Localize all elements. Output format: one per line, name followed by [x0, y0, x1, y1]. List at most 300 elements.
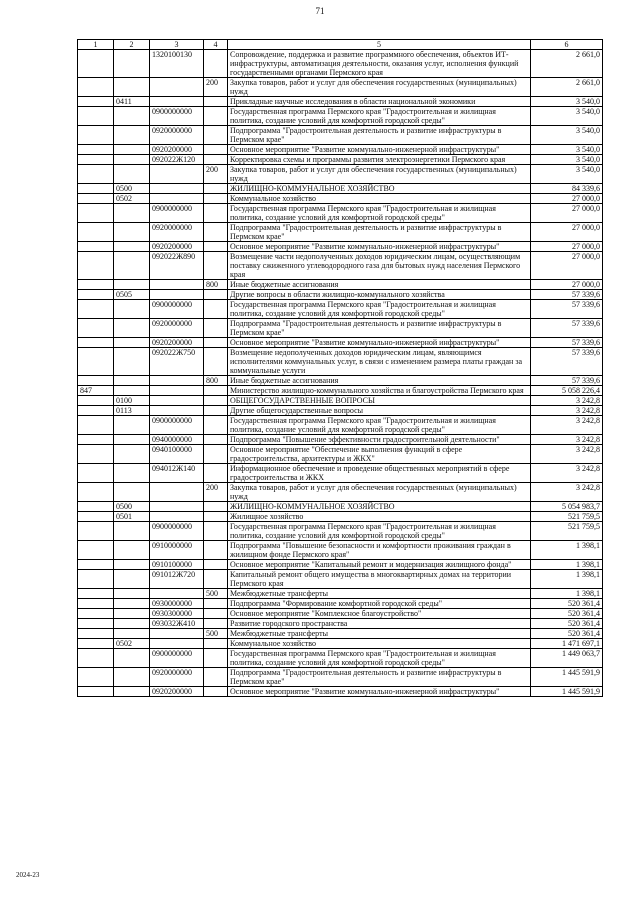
ministry-code-cell [78, 204, 114, 223]
table-row [78, 619, 603, 629]
amount-cell: 84 339,6 [531, 184, 603, 194]
amount-cell: 1 398,1 [531, 541, 603, 560]
ministry-code-cell [78, 338, 114, 348]
target-article-cell: 0900000000 [150, 107, 204, 126]
ministry-code-cell [78, 668, 114, 687]
amount-cell: 3 242,8 [531, 435, 603, 445]
target-article-cell [150, 376, 204, 386]
section-code-cell [114, 300, 150, 319]
table-row [78, 107, 603, 126]
amount-cell: 57 339,6 [531, 348, 603, 376]
amount-cell: 520 361,4 [531, 619, 603, 629]
table-row [78, 435, 603, 445]
description-cell: Коммунальное хозяйство [228, 639, 531, 649]
target-article-cell: 0930000000 [150, 599, 204, 609]
expense-type-cell [204, 502, 228, 512]
expense-type-cell: 800 [204, 376, 228, 386]
target-article-cell: 093032Ж410 [150, 619, 204, 629]
expense-type-cell [204, 145, 228, 155]
amount-cell: 3 242,8 [531, 483, 603, 502]
section-code-cell [114, 165, 150, 184]
table-row [78, 483, 603, 502]
header-col-3: 3 [150, 40, 204, 50]
section-code-cell [114, 155, 150, 165]
amount-cell: 1 471 697,1 [531, 639, 603, 649]
amount-cell: 3 540,0 [531, 97, 603, 107]
header-col-4: 4 [204, 40, 228, 50]
table-row [78, 242, 603, 252]
expense-type-cell: 500 [204, 629, 228, 639]
section-code-cell [114, 483, 150, 502]
target-article-cell: 0900000000 [150, 649, 204, 668]
expense-type-cell [204, 522, 228, 541]
expense-type-cell [204, 290, 228, 300]
ministry-code-cell [78, 290, 114, 300]
ministry-code-cell [78, 483, 114, 502]
section-code-cell [114, 522, 150, 541]
expense-type-cell [204, 386, 228, 396]
target-article-cell [150, 290, 204, 300]
ministry-code-cell [78, 512, 114, 522]
budget-table [77, 39, 603, 697]
section-code-cell [114, 223, 150, 242]
expense-type-cell [204, 570, 228, 589]
page-number: 71 [315, 6, 325, 16]
expense-type-cell [204, 512, 228, 522]
table-row [78, 668, 603, 687]
section-code-cell: 0501 [114, 512, 150, 522]
amount-cell: 2 661,0 [531, 78, 603, 97]
description-cell: Межбюджетные трансферты [228, 629, 531, 639]
amount-cell: 3 242,8 [531, 416, 603, 435]
ministry-code-cell [78, 155, 114, 165]
table-row [78, 223, 603, 242]
section-code-cell: 0100 [114, 396, 150, 406]
target-article-cell: 0900000000 [150, 522, 204, 541]
description-cell: Подпрограмма "Градостроительная деятельность и развитие инфраструктуры в Пермском крае" [228, 126, 531, 145]
amount-cell: 1 398,1 [531, 589, 603, 599]
ministry-code-cell [78, 502, 114, 512]
amount-cell: 520 361,4 [531, 629, 603, 639]
expense-type-cell [204, 396, 228, 406]
description-cell: Корректировка схемы и программы развития электроэнергетики Пермского края [228, 155, 531, 165]
amount-cell: 27 000,0 [531, 223, 603, 242]
header-col-6: 6 [531, 40, 603, 50]
description-cell: Подпрограмма "Градостроительная деятельность и развитие инфраструктуры в Пермском крае" [228, 223, 531, 242]
description-cell: Закупка товаров, работ и услуг для обеспечения государственных (муниципальных) нужд [228, 78, 531, 97]
section-code-cell [114, 609, 150, 619]
table-row [78, 252, 603, 280]
table-row [78, 599, 603, 609]
table-row [78, 348, 603, 376]
amount-cell: 5 058 226,4 [531, 386, 603, 396]
ministry-code-cell [78, 78, 114, 97]
ministry-code-cell [78, 280, 114, 290]
section-code-cell [114, 242, 150, 252]
table-row [78, 639, 603, 649]
section-code-cell [114, 464, 150, 483]
target-article-cell: 0920000000 [150, 668, 204, 687]
section-code-cell [114, 348, 150, 376]
target-article-cell [150, 280, 204, 290]
description-cell: Жилищное хозяйство [228, 512, 531, 522]
description-cell: Подпрограмма "Повышение безопасности и комфортности проживания граждан в жилищном фонде Пермского края" [228, 541, 531, 560]
section-code-cell [114, 376, 150, 386]
table-row [78, 522, 603, 541]
amount-cell: 5 054 983,7 [531, 502, 603, 512]
table-row [78, 445, 603, 464]
target-article-cell [150, 502, 204, 512]
amount-cell: 1 445 591,9 [531, 668, 603, 687]
target-article-cell [150, 386, 204, 396]
ministry-code-cell [78, 126, 114, 145]
ministry-code-cell [78, 687, 114, 697]
section-code-cell: 0505 [114, 290, 150, 300]
table-row [78, 541, 603, 560]
expense-type-cell [204, 599, 228, 609]
amount-cell: 1 398,1 [531, 560, 603, 570]
section-code-cell [114, 338, 150, 348]
expense-type-cell: 500 [204, 589, 228, 599]
description-cell: Основное мероприятие "Развитие коммунально-инженерной инфраструктуры" [228, 338, 531, 348]
section-code-cell [114, 589, 150, 599]
table-row [78, 406, 603, 416]
table-row [78, 204, 603, 223]
amount-cell: 2 661,0 [531, 50, 603, 78]
table-row [78, 338, 603, 348]
target-article-cell [150, 639, 204, 649]
section-code-cell [114, 252, 150, 280]
expense-type-cell: 200 [204, 165, 228, 184]
description-cell: Основное мероприятие "Развитие коммунально-инженерной инфраструктуры" [228, 145, 531, 155]
target-article-cell [150, 184, 204, 194]
amount-cell: 521 759,5 [531, 522, 603, 541]
expense-type-cell [204, 649, 228, 668]
ministry-code-cell [78, 639, 114, 649]
amount-cell: 3 242,8 [531, 396, 603, 406]
description-cell: Коммунальное хозяйство [228, 194, 531, 204]
section-code-cell [114, 687, 150, 697]
expense-type-cell [204, 194, 228, 204]
target-article-cell: 094012Ж140 [150, 464, 204, 483]
expense-type-cell [204, 184, 228, 194]
expense-type-cell [204, 97, 228, 107]
section-code-cell: 0500 [114, 184, 150, 194]
target-article-cell [150, 629, 204, 639]
section-code-cell [114, 126, 150, 145]
expense-type-cell [204, 242, 228, 252]
table-row [78, 512, 603, 522]
table-row [78, 126, 603, 145]
section-code-cell [114, 541, 150, 560]
ministry-code-cell [78, 416, 114, 435]
expense-type-cell [204, 445, 228, 464]
description-cell: Другие вопросы в области жилищно-коммунального хозяйства [228, 290, 531, 300]
target-article-cell: 0900000000 [150, 204, 204, 223]
table-row [78, 376, 603, 386]
table-row [78, 560, 603, 570]
expense-type-cell [204, 560, 228, 570]
target-article-cell: 092022Ж120 [150, 155, 204, 165]
section-code-cell [114, 50, 150, 78]
table-row [78, 155, 603, 165]
description-cell: Прикладные научные исследования в области национальной экономики [228, 97, 531, 107]
description-cell: Подпрограмма "Формирование комфортной городской среды" [228, 599, 531, 609]
table-row [78, 386, 603, 396]
description-cell: Государственная программа Пермского края "Градостроительная и жилищная политика, создание условий для комфортной городской среды" [228, 416, 531, 435]
section-code-cell [114, 386, 150, 396]
table-row [78, 464, 603, 483]
section-code-cell [114, 435, 150, 445]
amount-cell: 27 000,0 [531, 194, 603, 204]
expense-type-cell [204, 107, 228, 126]
amount-cell: 3 540,0 [531, 126, 603, 145]
section-code-cell [114, 319, 150, 338]
description-cell: ЖИЛИЩНО-КОММУНАЛЬНОЕ ХОЗЯЙСТВО [228, 502, 531, 512]
description-cell: Государственная программа Пермского края "Градостроительная и жилищная политика, создание условий для комфортной городской среды" [228, 649, 531, 668]
amount-cell: 27 000,0 [531, 242, 603, 252]
amount-cell: 1 445 591,9 [531, 687, 603, 697]
description-cell: ОБЩЕГОСУДАРСТВЕННЫЕ ВОПРОСЫ [228, 396, 531, 406]
amount-cell: 1 398,1 [531, 570, 603, 589]
table-row [78, 629, 603, 639]
ministry-code-cell [78, 464, 114, 483]
section-code-cell [114, 619, 150, 629]
amount-cell: 27 000,0 [531, 204, 603, 223]
description-cell: Иные бюджетные ассигнования [228, 376, 531, 386]
ministry-code-cell [78, 435, 114, 445]
expense-type-cell [204, 435, 228, 445]
description-cell: Информационное обеспечение и проведение общественных мероприятий в сфере градостроительства и ЖКХ [228, 464, 531, 483]
amount-cell: 1 449 063,7 [531, 649, 603, 668]
table-row [78, 589, 603, 599]
amount-cell: 27 000,0 [531, 252, 603, 280]
description-cell: Основное мероприятие "Обеспечение выполнения функций в сфере градостроительства, архитектуры и ЖКХ" [228, 445, 531, 464]
section-code-cell [114, 107, 150, 126]
amount-cell: 27 000,0 [531, 280, 603, 290]
section-code-cell [114, 629, 150, 639]
target-article-cell: 0920000000 [150, 319, 204, 338]
table-row [78, 300, 603, 319]
expense-type-cell [204, 155, 228, 165]
header-col-2: 2 [114, 40, 150, 50]
section-code-cell [114, 445, 150, 464]
description-cell: Иные бюджетные ассигнования [228, 280, 531, 290]
header-col-5: 5 [228, 40, 531, 50]
description-cell: Основное мероприятие "Развитие коммунально-инженерной инфраструктуры" [228, 242, 531, 252]
amount-cell: 3 540,0 [531, 107, 603, 126]
description-cell: Государственная программа Пермского края "Градостроительная и жилищная политика, создание условий для комфортной городской среды" [228, 522, 531, 541]
target-article-cell [150, 194, 204, 204]
table-row [78, 649, 603, 668]
expense-type-cell [204, 319, 228, 338]
target-article-cell [150, 78, 204, 97]
target-article-cell [150, 512, 204, 522]
amount-cell: 520 361,4 [531, 609, 603, 619]
ministry-code-cell [78, 223, 114, 242]
table-row [78, 687, 603, 697]
ministry-code-cell [78, 445, 114, 464]
expense-type-cell [204, 252, 228, 280]
table-row [78, 609, 603, 619]
expense-type-cell [204, 338, 228, 348]
ministry-code-cell [78, 194, 114, 204]
section-code-cell [114, 599, 150, 609]
ministry-code-cell [78, 50, 114, 78]
description-cell: Подпрограмма "Градостроительная деятельность и развитие инфраструктуры в Пермском крае" [228, 668, 531, 687]
target-article-cell: 0930300000 [150, 609, 204, 619]
description-cell: Основное мероприятие "Комплексное благоустройство" [228, 609, 531, 619]
table-row [78, 416, 603, 435]
target-article-cell: 0940000000 [150, 435, 204, 445]
table-row [78, 396, 603, 406]
expense-type-cell [204, 416, 228, 435]
description-cell: Государственная программа Пермского края "Градостроительная и жилищная политика, создание условий для комфортной городской среды" [228, 107, 531, 126]
expense-type-cell [204, 687, 228, 697]
ministry-code-cell [78, 522, 114, 541]
expense-type-cell: 800 [204, 280, 228, 290]
table-row [78, 502, 603, 512]
amount-cell: 520 361,4 [531, 599, 603, 609]
description-cell: Основное мероприятие "Капитальный ремонт и модернизация жилищного фонда" [228, 560, 531, 570]
description-cell: Возмещение части недополученных доходов юридическим лицам, осуществляющим поставку сжиженного углеводородного газа для бытовых нужд населения Пермского края [228, 252, 531, 280]
description-cell: Государственная программа Пермского края "Градостроительная и жилищная политика, создание условий для комфортной городской среды" [228, 300, 531, 319]
ministry-code-cell [78, 396, 114, 406]
table-row [78, 319, 603, 338]
expense-type-cell [204, 619, 228, 629]
table-row [78, 280, 603, 290]
expense-type-cell [204, 348, 228, 376]
table-row [78, 145, 603, 155]
target-article-cell: 0920000000 [150, 126, 204, 145]
table-row [78, 165, 603, 184]
description-cell: Сопровождение, поддержка и развитие программного обеспечения, объектов ИТ-инфраструктуры, автоматизация деятельности, оказания услуг, исполнения функций государственными органами Пермского края [228, 50, 531, 78]
description-cell: Капитальный ремонт общего имущества в многоквартирных домах на территории Пермского края [228, 570, 531, 589]
table-row [78, 194, 603, 204]
target-article-cell [150, 589, 204, 599]
expense-type-cell [204, 50, 228, 78]
target-article-cell: 1320100130 [150, 50, 204, 78]
ministry-code-cell [78, 107, 114, 126]
description-cell: Государственная программа Пермского края "Градостроительная и жилищная политика, создание условий для комфортной городской среды" [228, 204, 531, 223]
section-code-cell [114, 204, 150, 223]
target-article-cell: 0910100000 [150, 560, 204, 570]
expense-type-cell [204, 300, 228, 319]
section-code-cell: 0500 [114, 502, 150, 512]
description-cell: Закупка товаров, работ и услуг для обеспечения государственных (муниципальных) нужд [228, 165, 531, 184]
table-row [78, 290, 603, 300]
ministry-code-cell [78, 609, 114, 619]
description-cell: Основное мероприятие "Развитие коммунально-инженерной инфраструктуры" [228, 687, 531, 697]
description-cell: Подпрограмма "Градостроительная деятельность и развитие инфраструктуры в Пермском крае" [228, 319, 531, 338]
expense-type-cell [204, 639, 228, 649]
section-code-cell [114, 668, 150, 687]
expense-type-cell [204, 406, 228, 416]
amount-cell: 3 242,8 [531, 464, 603, 483]
target-article-cell: 0920000000 [150, 223, 204, 242]
target-article-cell: 0940100000 [150, 445, 204, 464]
target-article-cell [150, 483, 204, 502]
ministry-code-cell [78, 319, 114, 338]
expense-type-cell [204, 464, 228, 483]
expense-type-cell [204, 126, 228, 145]
ministry-code-cell [78, 406, 114, 416]
amount-cell: 57 339,6 [531, 300, 603, 319]
table-row [78, 570, 603, 589]
ministry-code-cell [78, 184, 114, 194]
ministry-code-cell [78, 619, 114, 629]
amount-cell: 3 242,8 [531, 406, 603, 416]
ministry-code-cell [78, 649, 114, 668]
section-code-cell: 0502 [114, 639, 150, 649]
amount-cell: 3 540,0 [531, 145, 603, 155]
header-col-1: 1 [78, 40, 114, 50]
target-article-cell [150, 396, 204, 406]
section-code-cell [114, 416, 150, 435]
amount-cell: 3 242,8 [531, 445, 603, 464]
ministry-code-cell [78, 589, 114, 599]
description-cell: Межбюджетные трансферты [228, 589, 531, 599]
section-code-cell [114, 649, 150, 668]
target-article-cell: 0900000000 [150, 300, 204, 319]
expense-type-cell [204, 668, 228, 687]
amount-cell: 3 540,0 [531, 165, 603, 184]
description-cell: ЖИЛИЩНО-КОММУНАЛЬНОЕ ХОЗЯЙСТВО [228, 184, 531, 194]
ministry-code-cell [78, 376, 114, 386]
amount-cell: 57 339,6 [531, 376, 603, 386]
target-article-cell: 0920200000 [150, 242, 204, 252]
ministry-code-cell [78, 242, 114, 252]
amount-cell: 57 339,6 [531, 290, 603, 300]
target-article-cell [150, 97, 204, 107]
amount-cell: 57 339,6 [531, 338, 603, 348]
ministry-code-cell [78, 560, 114, 570]
target-article-cell: 0920200000 [150, 145, 204, 155]
expense-type-cell [204, 223, 228, 242]
description-cell: Другие общегосударственные вопросы [228, 406, 531, 416]
section-code-cell [114, 560, 150, 570]
table-row [78, 78, 603, 97]
ministry-code-cell [78, 570, 114, 589]
expense-type-cell [204, 204, 228, 223]
description-cell: Министерство жилищно-коммунального хозяйства и благоустройства Пермского края [228, 386, 531, 396]
section-code-cell [114, 570, 150, 589]
ministry-code-cell [78, 300, 114, 319]
ministry-code-cell [78, 348, 114, 376]
ministry-code-cell [78, 629, 114, 639]
description-cell: Закупка товаров, работ и услуг для обеспечения государственных (муниципальных) нужд [228, 483, 531, 502]
target-article-cell: 092022Ж890 [150, 252, 204, 280]
section-code-cell: 0502 [114, 194, 150, 204]
ministry-code-cell: 847 [78, 386, 114, 396]
target-article-cell: 091012Ж720 [150, 570, 204, 589]
target-article-cell: 0900000000 [150, 416, 204, 435]
expense-type-cell [204, 541, 228, 560]
ministry-code-cell [78, 541, 114, 560]
target-article-cell: 092022Ж750 [150, 348, 204, 376]
ministry-code-cell [78, 599, 114, 609]
section-code-cell: 0411 [114, 97, 150, 107]
ministry-code-cell [78, 145, 114, 155]
ministry-code-cell [78, 97, 114, 107]
target-article-cell: 0920200000 [150, 338, 204, 348]
table-header-row [78, 40, 603, 50]
section-code-cell: 0113 [114, 406, 150, 416]
table-row [78, 97, 603, 107]
section-code-cell [114, 280, 150, 290]
expense-type-cell: 200 [204, 78, 228, 97]
amount-cell: 521 759,5 [531, 512, 603, 522]
